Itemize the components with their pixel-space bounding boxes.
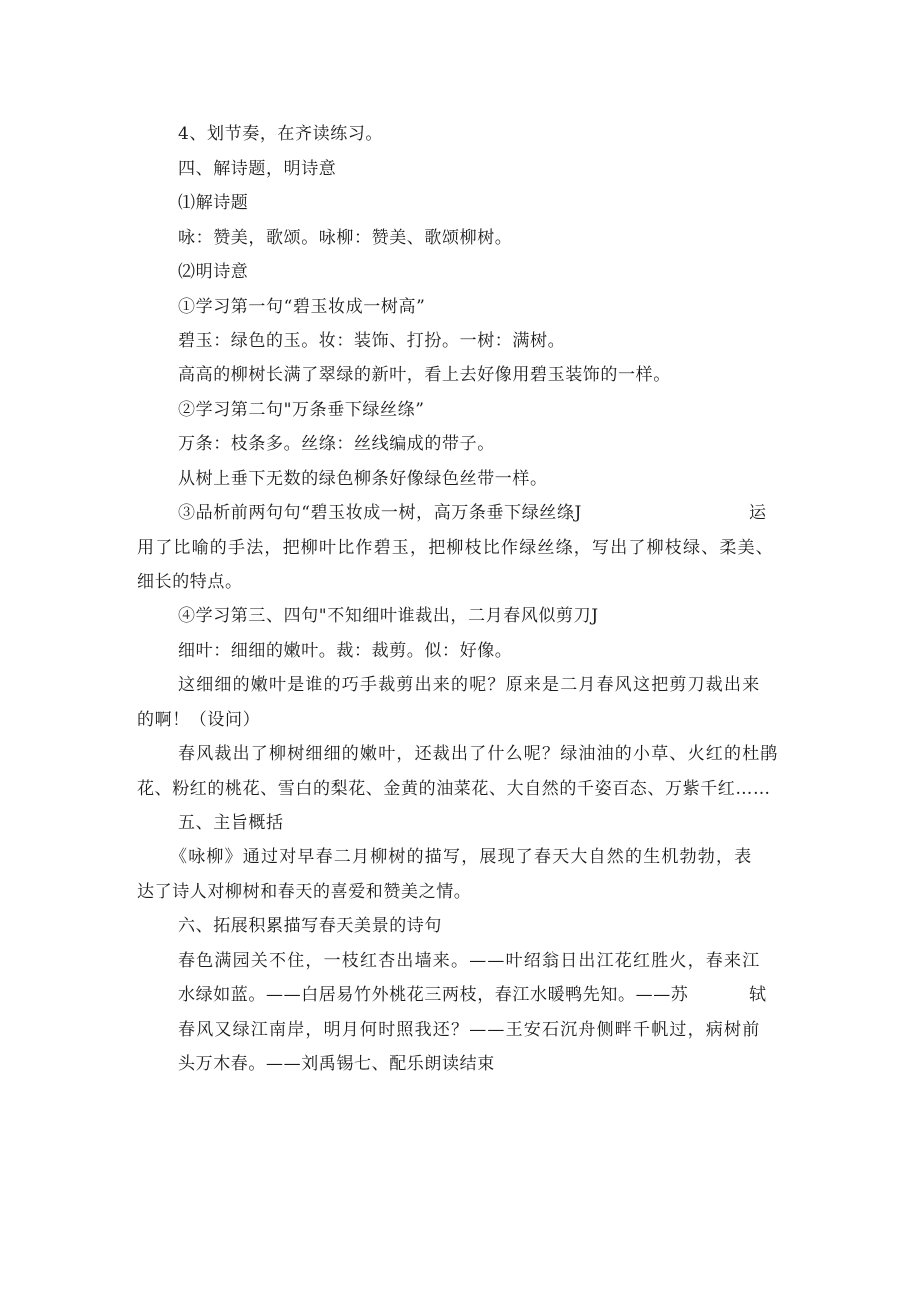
paragraph-fragment: 运 [749,503,767,523]
paragraph: 这细细的嫩叶是谁的巧手裁剪出来的呢？原来是二月春风这把剪刀裁出来 [178,675,761,695]
paragraph: 细叶：细细的嫩叶。裁：裁剪。似：好像。 [178,641,513,661]
section-6-heading: 六、拓展积累描写春天美景的诗句 [178,916,442,936]
paragraph: 高高的柳树长满了翠绿的新叶，看上去好像用碧玉装饰的一样。 [178,365,671,385]
poem-line: 春色满园关不住，一枝红杏出墙来。——叶绍翁日出江花红胜火，春来江 [178,951,761,971]
paragraph: 春风裁出了柳树细细的嫩叶，还裁出了什么呢？绿油油的小草、火红的杜鹃 [178,744,779,764]
paragraph: 从树上垂下无数的绿色柳条好像绿色丝带一样。 [178,469,548,489]
section-4-heading: 四、解诗题，明诗意 [178,159,337,179]
paragraph: 达了诗人对柳树和春天的喜爱和赞美之情。 [137,882,472,902]
subheading-meaning: ⑵明诗意 [178,262,249,282]
step-4-line: 4、划节奏，在齐读练习。 [178,124,384,144]
paragraph: 细长的特点。 [137,572,243,592]
poem-line-fragment: 轼 [749,985,767,1005]
section-5-heading: 五、主旨概括 [178,813,284,833]
poem-line: 水绿如蓝。——白居易竹外桃花三两枝，春江水暖鸭先知。——苏 [178,985,689,1005]
poem-line: 头万木春。——刘禹锡七、配乐朗读结束 [178,1054,495,1074]
paragraph: 咏：赞美，歌颂。咏柳：赞美、歌颂柳树。 [178,228,513,248]
paragraph: 万条：枝条多。丝绦：丝线编成的带子。 [178,434,495,454]
paragraph: ①学习第一句“碧玉妆成一树高” [178,297,426,317]
subheading-title: ⑴解诗题 [178,193,249,213]
paragraph: 用了比喻的手法，把柳叶比作碧玉，把柳枝比作绿丝绦，写出了柳枝绿、柔美、 [137,538,774,558]
paragraph: ③品析前两句句“碧玉妆成一树，高万条垂下绿丝绦J [178,503,582,523]
paragraph: 花、粉红的桃花、雪白的梨花、金黄的油菜花、大自然的千姿百态、万紫千红…… [137,779,771,799]
paragraph: 《咏柳》通过对早春二月柳树的描写，展现了春天大自然的生机勃勃，表 [170,847,753,867]
paragraph: 的啊！（设问） [137,710,261,730]
poem-line: 春风又绿江南岸，明月何时照我还？——王安石沉舟侧畔千帆过，病树前 [178,1020,761,1040]
paragraph: ④学习第三、四句"不知细叶谁裁出，二月春风似剪刀J [178,606,599,626]
paragraph: ②学习第二句"万条垂下绿丝绦” [178,400,425,420]
paragraph: 碧玉：绿色的玉。妆：装饰、打扮。一树：满树。 [178,331,566,351]
